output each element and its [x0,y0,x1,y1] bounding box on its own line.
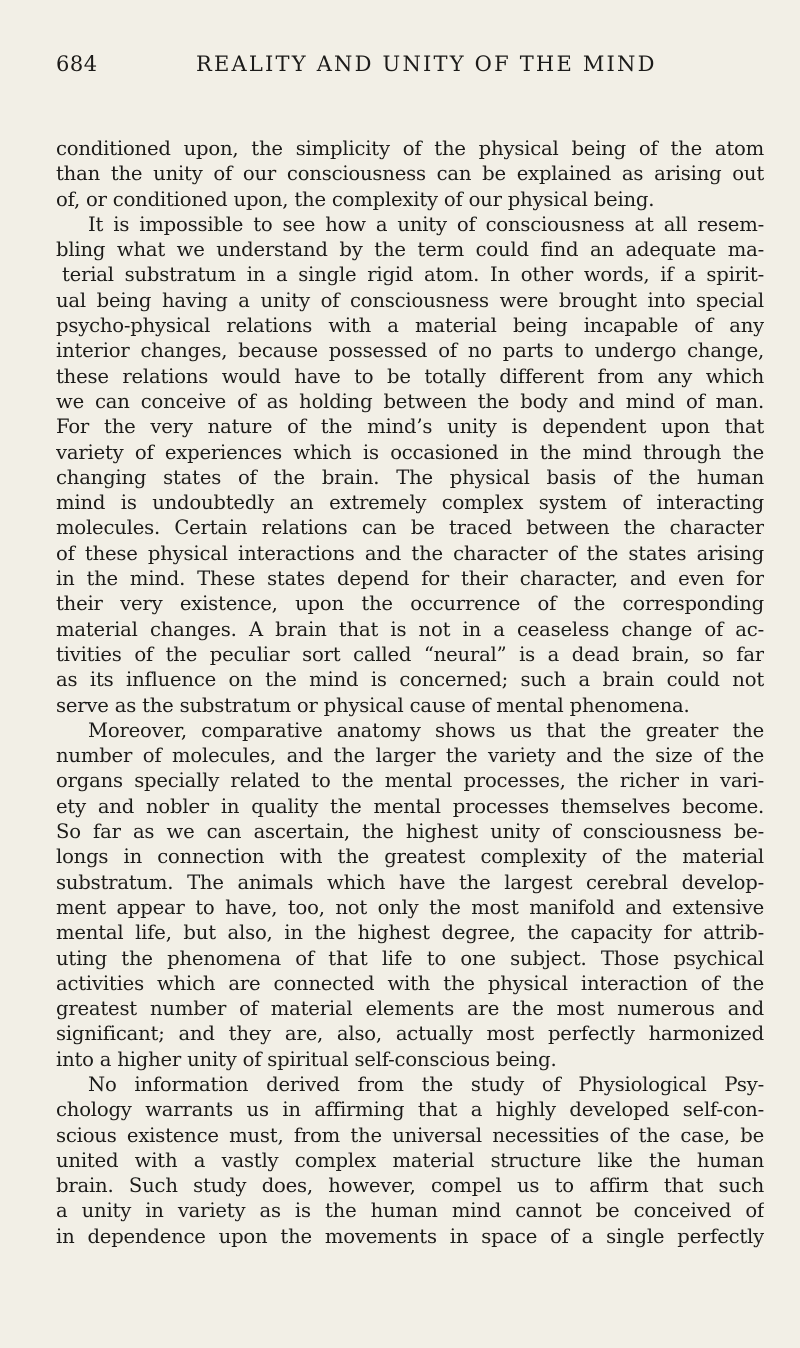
text-line: their very existence, upon the occurrence of the corresponding [56,592,764,616]
text-line: psycho-physical relations with a material being incapable of any [56,314,764,338]
text-line: mind is undoubtedly an extremely complex system of interacting [56,491,764,515]
text-line: organs specially related to the mental processes, the richer in vari- [56,769,764,793]
text-line: we can conceive of as holding between the body and mind of man. [56,389,764,413]
text-line: molecules. Certain relations can be traced between the character [56,516,764,540]
text-line: these relations would have to be totally different from any which [56,364,764,388]
text-line: changing states of the brain. The physical basis of the human [56,465,764,489]
text-line: Moreover, comparative anatomy shows us that the greater the [88,718,764,742]
text-line: of these physical interactions and the character of the states arising [56,541,764,565]
text-line: variety of experiences which is occasioned in the mind through the [56,440,764,464]
text-line: in the mind. These states depend for their character, and even for [56,567,764,591]
text-line: greatest number of material elements are the most numerous and [56,997,764,1021]
text-line: ety and nobler in quality the mental processes themselves become. [56,794,764,818]
text-line: No information derived from the study of Physiological Psy- [88,1072,764,1096]
running-head [56,52,764,86]
text-line: significant; and they are, also, actually most perfectly harmonized [56,1022,764,1046]
text-line: longs in connection with the greatest complexity of the material [56,845,764,869]
body-text [56,136,764,1249]
text-line: brain. Such study does, however, compel us to affirm that such [56,1174,764,1198]
text-line: substratum. The animals which have the largest cerebral develop- [56,870,764,894]
text-line: bling what we understand by the term could find an adequate ma- [56,238,764,262]
text-line: serve as the substratum or physical cause of mental phenomena. [56,693,690,717]
page-number: 684 [56,52,98,76]
text-line: interior changes, because possessed of no parts to undergo change, [56,339,764,363]
text-line: united with a vastly complex material structure like the human [56,1148,764,1172]
text-line: of, or conditioned upon, the complexity of our physical being. [56,187,655,211]
text-line: conditioned upon, the simplicity of the physical being of the atom [56,137,764,160]
text-line: into a higher unity of spiritual self-conscious being. [56,1047,557,1071]
text-line: It is impossible to see how a unity of consciousness at all resem- [88,212,764,236]
text-line: terial substratum in a single rigid atom. In other words, if a spirit- [62,263,764,287]
text-line: scious existence must, from the universal necessities of the case, be [56,1123,764,1147]
text-line: a unity in variety as is the human mind cannot be conceived of [56,1199,764,1223]
text-line: number of molecules, and the larger the variety and the size of the [56,744,764,768]
text-line: So far as we can ascertain, the highest unity of consciousness be- [56,820,764,844]
text-line: ual being having a unity of consciousness were brought into special [56,288,764,312]
running-title: REALITY AND UNITY OF THE MIND [196,52,657,76]
text-line: chology warrants us in affirming that a highly developed self-con- [56,1098,764,1122]
text-line: uting the phenomena of that life to one subject. Those psychical [56,946,764,970]
text-line: activities which are connected with the physical interaction of the [56,971,764,995]
text-line: mental life, but also, in the highest degree, the capacity for attrib- [56,921,764,945]
text-line: For the very nature of the mind’s unity is dependent upon that [56,415,764,439]
text-line: tivities of the peculiar sort called “neural” is a dead brain, so far [56,642,764,666]
text-line: material changes. A brain that is not in a ceaseless change of ac- [56,617,764,641]
text-line: in dependence upon the movements in space of a single perfectly [56,1224,764,1248]
text-line: than the unity of our consciousness can be explained as arising out [56,162,764,186]
text-line: as its influence on the mind is concerned; such a brain could not [56,668,764,692]
text-line: ment appear to have, too, not only the most manifold and extensive [56,895,764,919]
